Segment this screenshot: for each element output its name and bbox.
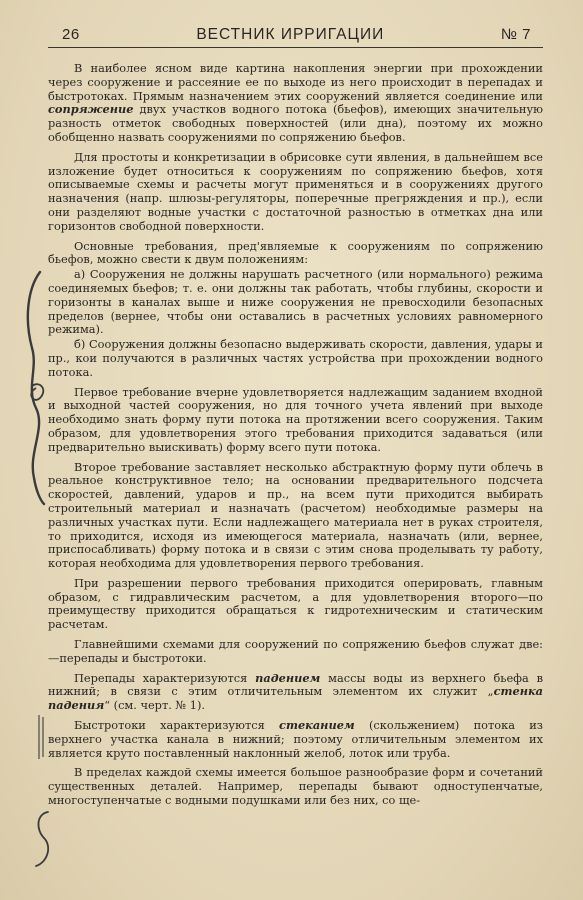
paragraph [48, 577, 543, 632]
text-run: (скольжением) потока из верхнего участка канала в нижний; поэтому отличительным элементом их является круто поставленный наклонный желоб, лоток или труба. [48, 718, 543, 760]
emphasized-term: сопряжение [48, 102, 134, 117]
text-run: В пределах каждой схемы имеется большое разнообразие форм и сочетаний существенных деталей. Например, перепады бывают одноступенчатые, многоступенчатые с водными подушками или без них, со ще- [48, 765, 543, 808]
text-run: массы воды из верхнего бьефа в нижний; в связи с этим отличительным элементом их служит „ [48, 670, 543, 699]
pencil-margin-bar-mark [34, 713, 48, 763]
emphasized-term: падением [255, 670, 321, 685]
paragraph [48, 268, 543, 337]
paragraph [48, 338, 543, 379]
text-run: Второе требование заставляет несколько абстрактную форму пути облечь в реальное конструктивное тело; на основании предварительного подсчета скоростей, давлений, ударов и пр., на всем пути приходится выбирать строительный материал и назначать (расчетом) необходимые размеры на различных участках пути. Если надлежащего материала нет в руках строителя, то приходится, исходя из имеющегося материала, назначать (или, вернее, приспосабливать) форму потока и в связи с этим снова проделывать ту работу, которая необходима для удовлетворения первого требования. [48, 459, 543, 571]
emphasized-term: стеканием [279, 718, 355, 733]
emphasized-term: стенка падения [48, 684, 543, 713]
pencil-margin-s-mark [32, 808, 54, 870]
paragraph [48, 151, 543, 234]
text-run: Для простоты и конкретизации в обрисовке сути явления, в дальнейшем все изложение будет относиться к сооружениям по сопряжению бьефов, хотя описываемые схемы и расчеты могут применяться и в сооружениях другого назначения (напр. шлюзы-регуляторы, поперечные прегряждения и пр.), если они разделяют водные участки с достаточной разностью в отметках дна или горизонтов свободной поверхности. [48, 149, 543, 233]
text-run: б) Сооружения должны безопасно выдерживать скорости, давления, удары и пр., кои получаются в различных частях устройства при прохождении водного потока. [48, 337, 543, 379]
text-run: При разрешении первого требования приходится оперировать, главным образом, с гидравлическим расчетом, а для удовлетворения второго—по преимуществу приходится обращаться к гидротехническим и статическим расчетам. [48, 575, 543, 632]
text-run: Основные требования, пред'являемые к сооружениям по сопряжению бьефов, можно свести к двум положениям: [48, 238, 543, 267]
paragraph [48, 62, 543, 145]
paragraph [48, 638, 543, 666]
paragraph [48, 766, 543, 807]
journal-title: ВЕСТНИК ИРРИГАЦИИ [196, 26, 385, 43]
paragraph [48, 672, 543, 713]
issue-number: № 7 [500, 26, 531, 43]
paragraph [48, 719, 543, 760]
paragraph [48, 461, 543, 571]
page-header [48, 26, 543, 48]
text-run: “ (см. черт. № 1). [104, 698, 206, 713]
page-number: 26 [62, 26, 80, 43]
text-run: В наиболее ясном виде картина накопления энергии при прохождении через сооружение и рассеяние ее по выходе из него происходит в перепадах и быстротоках. Прямым назначением этих сооружений является соединение или [48, 61, 543, 103]
text-run: Быстротоки характеризуются [74, 718, 280, 733]
text-run: а) Сооружения не должны нарушать расчетного (или нормального) режима соединяемых бьефов; т. е. они должны так работать, чтобы глубины, скорости и горизонты в каналах выше и ниже сооружения не превосходили безопасных пределов (вернее, чтобы они оставались в расчетных условиях равномерного режима). [48, 267, 543, 337]
text-run: Перепады характеризуются [74, 670, 256, 685]
text-run: Первое требование вчерне удовлетворяется надлежащим заданием входной и выходной частей сооружения, но для точного учета явлений при выходе необходимо знать форму пути потока на протяжении всего сооружения. Таким образом, для удовлетворения этого требования приходится задаваться (или предварительно выискивать) форму всего пути потока. [48, 384, 543, 454]
paragraph [48, 240, 543, 268]
text-run: двух участков водного потока (бьефов), имеющих значительную разность отметок свободных поверхностей (или дна), поэтому их можно обобщенно назвать сооружениями по сопряжению бьефов. [48, 102, 543, 144]
article-body [48, 62, 543, 808]
paragraph [48, 386, 543, 455]
text-run: Главнейшими схемами для сооружений по сопряжению бьефов служат две:—перепады и быстротоки. [48, 637, 543, 665]
